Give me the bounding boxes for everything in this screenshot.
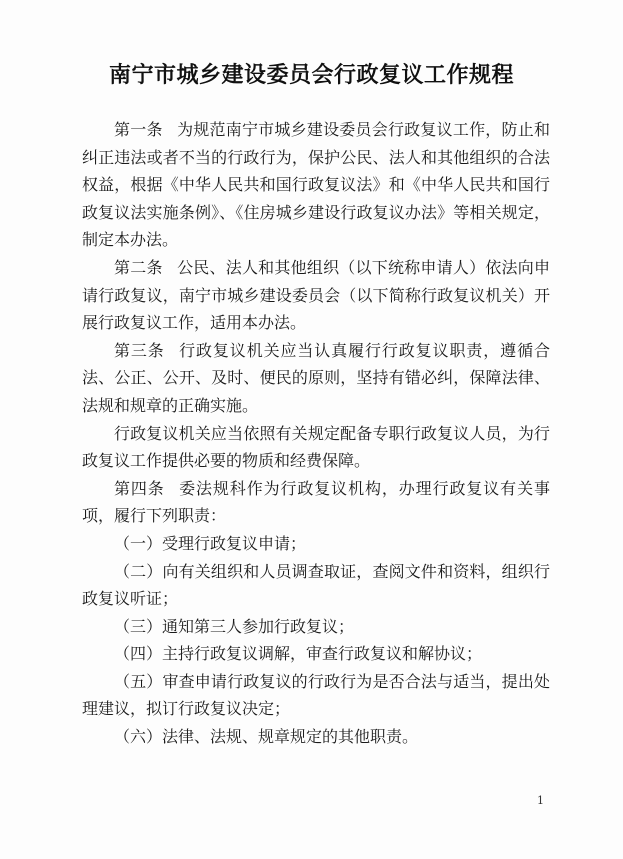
list-item: （一）受理行政复议申请； (114, 533, 307, 553)
list-item: （三）通知第三人参加行政复议； (114, 616, 355, 636)
article-label: 第一条 (114, 120, 163, 139)
article-text: 行政复议机关应当认真履行行政复议职责，遵循合法、公正、公开、及时、便民的原则，坚持有错必纠，保障法律、法规和规章的正确实施。 (82, 340, 550, 415)
list-item: （二）向有关组织和人员调查取证，查阅文件和资料，组织行政复议听证； (82, 561, 550, 609)
paragraph-extra: 行政复议机关应当依照有关规定配备专职行政复议人员，为行政复议工作提供必要的物质和经费保障。 (82, 423, 550, 471)
page-number: 1 (537, 794, 544, 807)
list-item: （五）审查申请行政复议的行政行为是否合法与适当，提出处理建议，拟订行政复议决定； (82, 671, 550, 719)
article-label: 第四条 (114, 478, 165, 498)
article-label: 第三条 (114, 340, 165, 360)
article-3 (82, 337, 550, 420)
article-4 (82, 475, 550, 530)
document-body (82, 116, 550, 751)
list-item: （四）主持行政复议调解，审查行政复议和解协议； (114, 644, 483, 664)
article-label: 第二条 (114, 257, 163, 277)
article-1 (82, 116, 550, 254)
document-title: 南宁市城乡建设委员会行政复议工作规程 (108, 63, 514, 88)
article-text: 委法规科作为行政复议机构，办理行政复议有关事项，履行下列职责： (82, 478, 550, 526)
article-2 (82, 254, 550, 337)
list-item: （六）法律、法规、规章规定的其他职责。 (114, 727, 419, 747)
article-text: 为规范南宁市城乡建设委员会行政复议工作，防止和纠正违法或者不当的行政行为，保护公民、法人和其他组织的合法权益，根据《中华人民共和国行政复议法》和《中华人民共和国行政复议法实施条例》、《住房城乡建设行政复议办法》等相关规定，制定本办法。 (82, 120, 550, 250)
article-text: 公民、法人和其他组织（以下统称申请人）依法向申请行政复议，南宁市城乡建设委员会（以下简称行政复议机关）开展行政复议工作，适用本办法。 (82, 257, 550, 333)
